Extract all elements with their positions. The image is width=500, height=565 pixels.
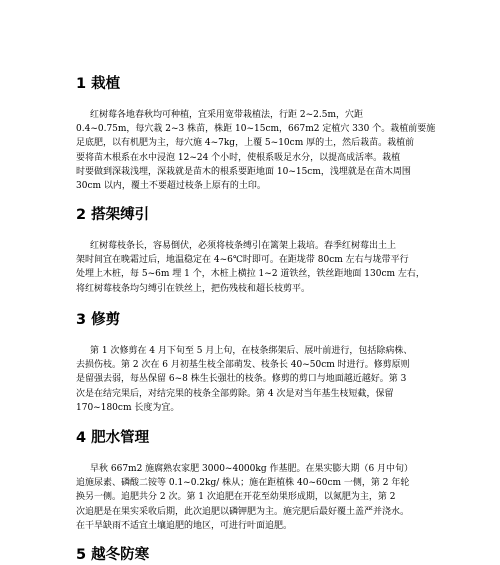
section-heading: 2 搭架缚引 (76, 207, 150, 223)
section-winter-protection (76, 546, 426, 564)
text-line: 去损伤枝。第 2 次在 6 月初基生枝全部萌发、枝条长 40~50cm 时进行。修剪原则 (76, 360, 410, 371)
text-line: 追施尿素、磷酸二铵等 0.1~0.2kg/ 株从；施在距植株 40~60cm 一侧，第 2 年轮 (76, 478, 410, 489)
text-line: 要将苗木根系在水中浸泡 12~24 个小时，使根系吸足水分，以提高成活率。栽植 (76, 152, 401, 163)
section-heading: 3 修剪 (76, 312, 121, 328)
section-planting (76, 75, 436, 191)
text-line: 0.4~0.75m，每穴栽 2~3 株苗，株距 10~15cm，667m2 定植穴 330 个。栽植前要施 (76, 124, 436, 135)
text-line: 架时间宜在晚霜过后，地温稳定在 4~6℃时即可。在距垅带 80cm 左右与垅带平行 (76, 255, 409, 266)
section-fertilizer-water (76, 429, 426, 531)
section-paragraph (76, 344, 426, 415)
text-line: 170~180cm 长度为宜。 (76, 402, 180, 413)
text-line: 足底肥，以有机肥为主，每穴施 4~7kg，上覆 5~10cm 厚的土，然后栽苗。栽植前 (76, 138, 415, 149)
text-line: 第 1 次修剪在 4 月下旬至 5 月上旬，在枝条绑架后、展叶前进行，包括除病株、 (90, 346, 413, 356)
text-line: 在干旱缺雨不适宜土壤追肥的地区，可进行叶面追肥。 (76, 520, 293, 531)
section-pruning (76, 311, 426, 413)
text-line: 早秋 667m2 施腐熟农家肥 3000~4000kg 作基肥。在果实膨大期（6 月中旬） (90, 464, 414, 474)
section-heading: 4 肥水管理 (76, 430, 150, 446)
section-heading: 1 栽植 (76, 76, 121, 92)
text-line: 换另一侧。追肥共分 2 次。第 1 次追肥在开花至幼果形成期，以氮肥为主，第 2 (76, 492, 396, 503)
text-line: 次是在结完果后，对结完果的枝条全部剪除。第 4 次是对当年基生枝短截，保留 (76, 388, 394, 399)
text-line: 时要做到深栽浅埋，深栽就是苗木的根系要距地面 10~15cm，浅埋就是在苗木周围 (76, 166, 411, 177)
text-line: 次追肥是在果实采收后期，此次追肥以磷钾肥为主。施完肥后最好覆土盖严并浇水。 (76, 506, 410, 517)
section-heading: 5 越冬防寒 (76, 547, 150, 563)
section-paragraph (76, 108, 436, 193)
text-line: 将红树莓枝条均匀缚引在铁丝上，把伤残枝和超长枝剪平。 (76, 283, 311, 294)
section-trellis (76, 206, 426, 294)
text-line: 红树莓枝条长，容易倒伏，必须将枝条缚引在篱架上栽培。春季红树莓出土上 (90, 241, 397, 251)
section-paragraph (76, 239, 426, 296)
text-line: 处埋上木桩，每 5~6m 埋 1 个，木桩上横拉 1~2 道铁丝，铁丝距地面 130cm 左右， (76, 269, 425, 280)
section-paragraph (76, 462, 426, 533)
text-line: 是留强去弱，每丛保留 6~8 株生长强壮的枝条。修剪的剪口与地面越近越好。第 3 (76, 374, 407, 385)
text-line: 30cm 以内，覆土不要超过枝条上原有的土印。 (76, 180, 266, 191)
text-line: 红树莓各地春秋均可种植，宜采用宽带栽植法，行距 2~2.5m，穴距 (90, 110, 363, 120)
